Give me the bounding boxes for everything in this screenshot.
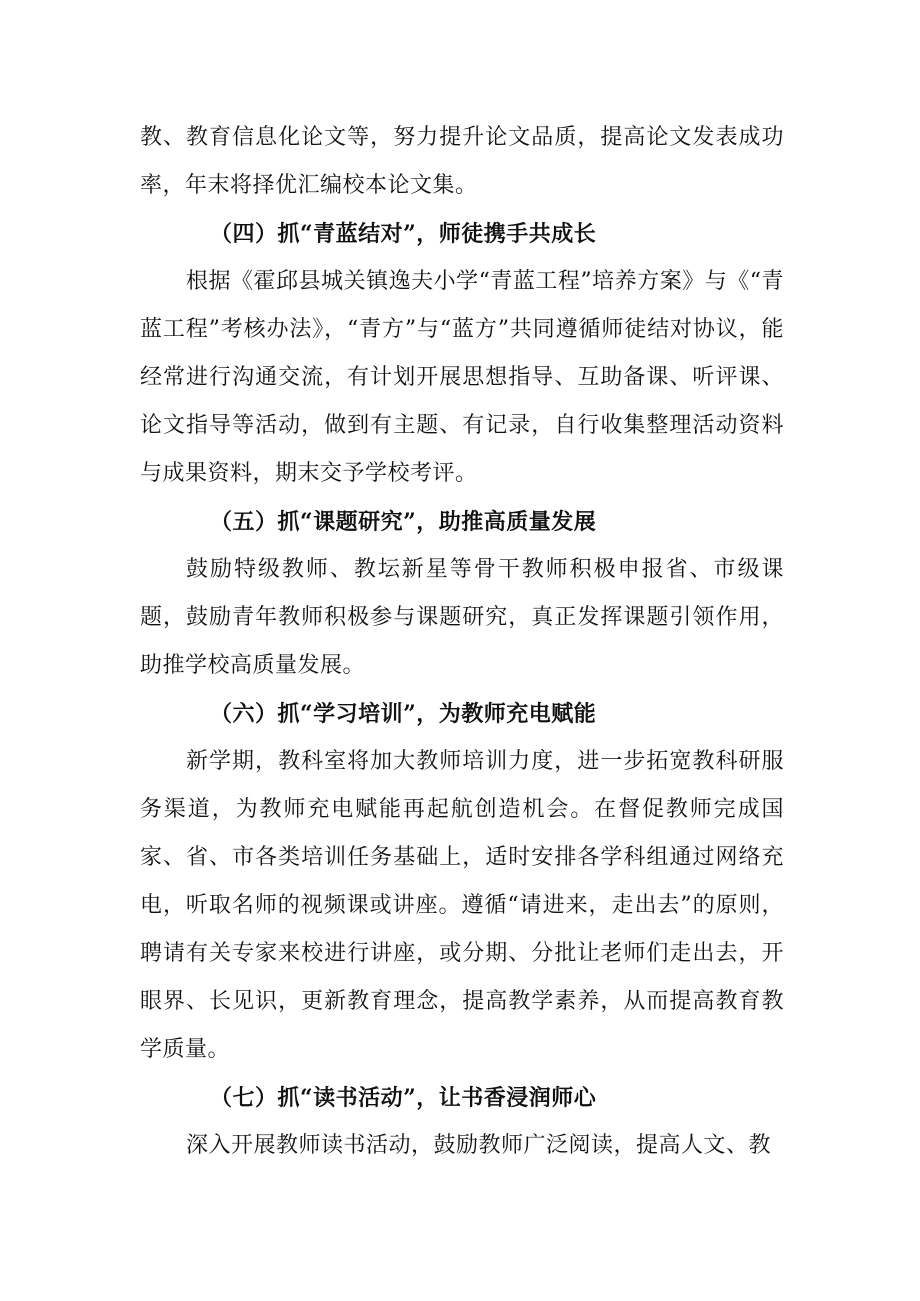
section-heading-6: （六）抓“学习培训”，为教师充电赋能 bbox=[210, 701, 597, 727]
paragraph-qinglan: 根据《霍邱县城关镇逸夫小学“青蓝工程”培养方案》与《“青蓝工程”考核办法》，“青方”与“蓝方”共同遵循师徒结对协议，能经常进行沟通交流，有计划开展思想指导、互助备课、听评课、论文指导等活动，做到有主题、有记录，自行收集整理活动资料与成果资料，期末交予学校考评。 bbox=[140, 269, 784, 486]
paragraph-training: 新学期，教科室将加大教师培训力度，进一步拓宽教科研服务渠道，为教师充电赋能再起航创造机会。在督促教师完成国家、省、市各类培训任务基础上，适时安排各学科组通过网络充电，听取名师的视频课或讲座。遵循“请进来，走出去”的原则，聘请有关专家来校进行讲座，或分期、分批让老师们走出去，开眼界、长见识，更新教育理念，提高教学素养，从而提高教育教学质量。 bbox=[140, 749, 784, 1062]
paragraph-continuation: 教、教育信息化论文等，努力提升论文品质，提高论文发表成功率，年末将择优汇编校本论文集。 bbox=[140, 125, 784, 198]
paragraph-reading: 深入开展教师读书活动，鼓励教师广泛阅读，提高人文、教 bbox=[186, 1133, 772, 1158]
section-heading-7: （七）抓“读书活动”，让书香浸润师心 bbox=[210, 1085, 597, 1111]
document-page bbox=[140, 114, 784, 1170]
section-heading-5: （五）抓“课题研究”，助推高质量发展 bbox=[210, 509, 597, 535]
section-heading-4: （四）抓“青蓝结对”，师徒携手共成长 bbox=[210, 221, 597, 247]
paragraph-research: 鼓励特级教师、教坛新星等骨干教师积极申报省、市级课题，鼓励青年教师积极参与课题研究，真正发挥课题引领作用，助推学校高质量发展。 bbox=[140, 557, 784, 678]
